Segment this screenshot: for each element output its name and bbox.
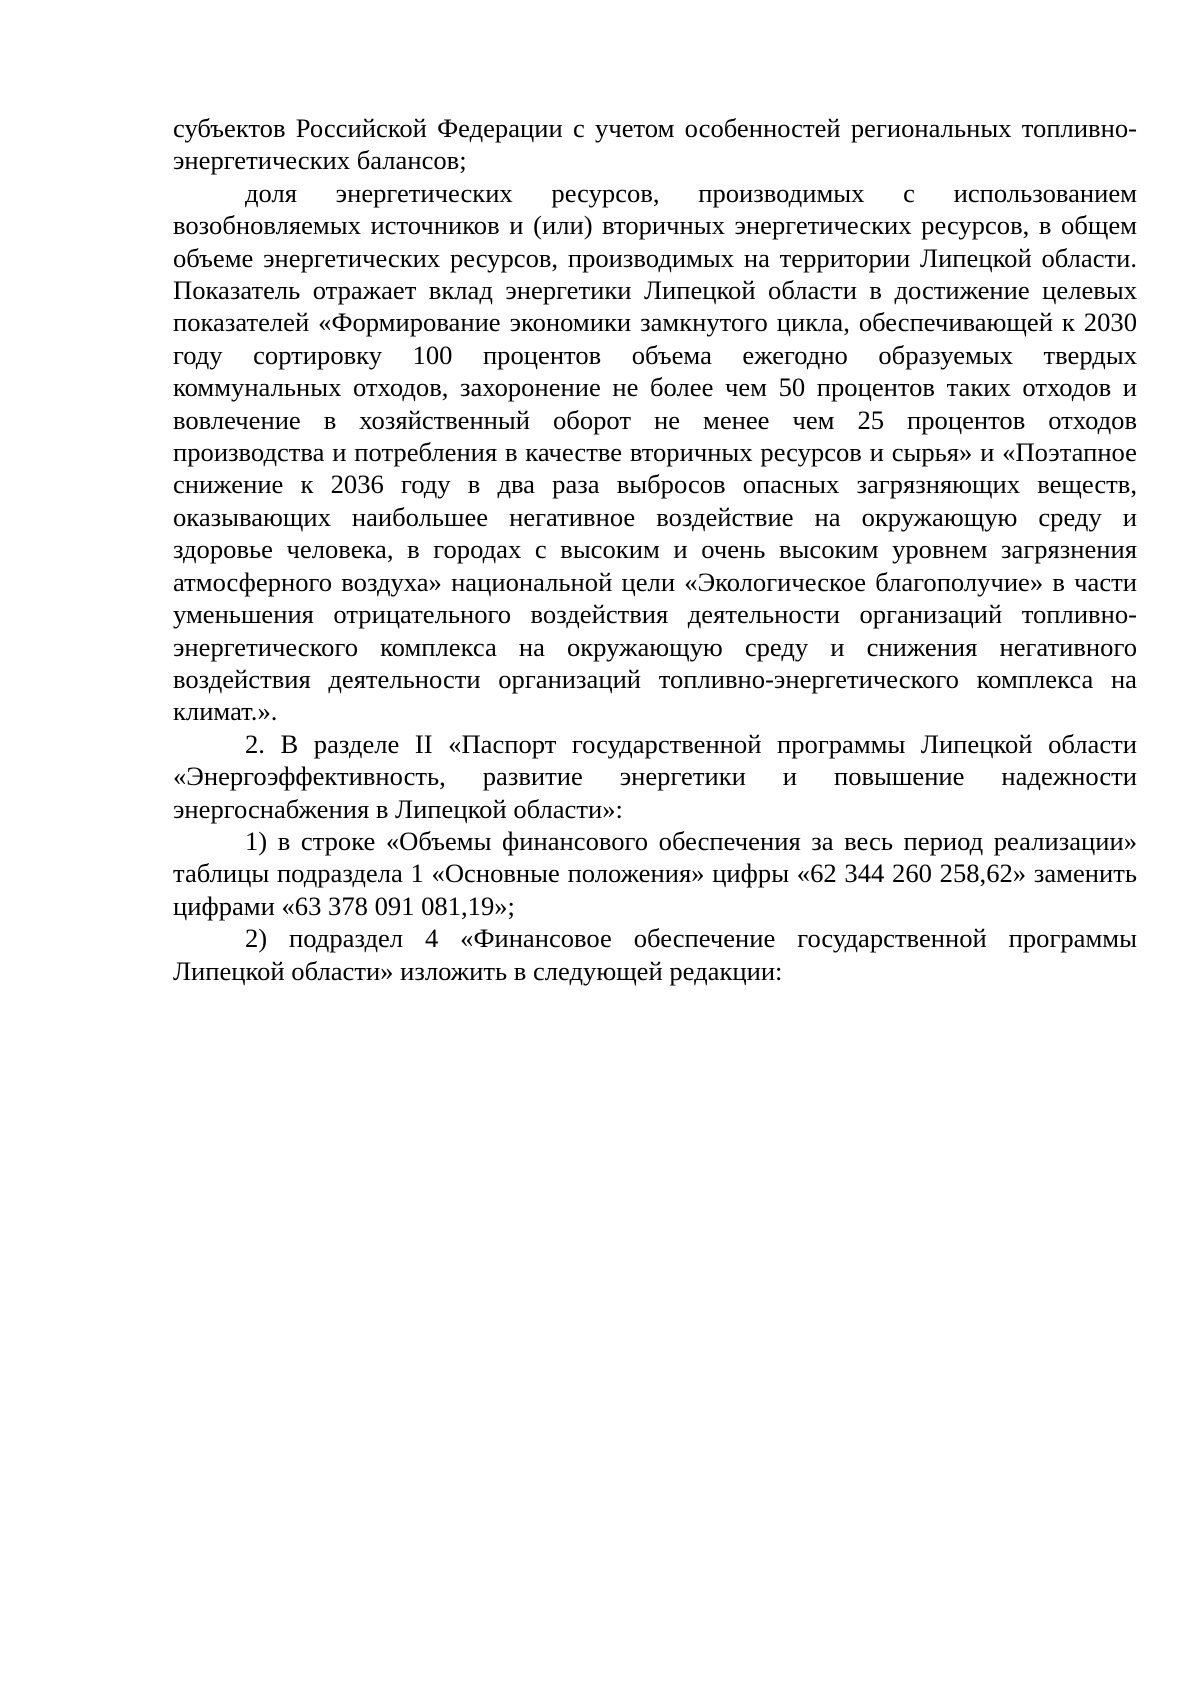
paragraph-item-2-subsection-4: 2) подраздел 4 «Финансовое обеспечение государственной программы Липецкой области» изложить в следующей редакции: xyxy=(173,923,1137,986)
paragraph-item-1-financing-figures: 1) в строке «Объемы финансового обеспечения за весь период реализации» таблицы подраздела 1 «Основные положения» цифры «62 344 260 258,62» заменить цифрами «63 378 091 081,19»; xyxy=(173,825,1137,921)
document-body xyxy=(173,112,1137,987)
paragraph-renewable-energy-share: доля энергетических ресурсов, производимых с использованием возобновляемых источников и (или) вторичных энергетических ресурсов, в общем объеме энергетических ресурсов, производимых на территории Липецкой области. Показатель отражает вклад энергетики Липецкой области в достижение целевых показателей «Формирование экономики замкнутого цикла, обеспечивающей к 2030 году сортировку 100 процентов объема ежегодно образуемых твердых коммунальных отходов, захоронение не более чем 50 процентов таких отходов и вовлечение в хозяйственный оборот не менее чем 25 процентов отходов производства и потребления в качестве вторичных ресурсов и сырья» и «Поэтапное снижение к 2036 году в два раза выбросов опасных загрязняющих веществ, оказывающих наибольшее негативное воздействие на окружающую среду и здоровье человека, в городах с высоким и очень высоким уровнем загрязнения атмосферного воздуха» национальной цели «Экологическое благополучие» в части уменьшения отрицательного воздействия деятельности организаций топливно-энергетического комплекса на окружающую среду и снижения негативного воздействия деятельности организаций топливно-энергетического комплекса на климат.». xyxy=(173,177,1137,727)
paragraph-section-2-amendment: 2. В разделе II «Паспорт государственной программы Липецкой области «Энергоэффективность, развитие энергетики и повышение надежности энергоснабжения в Липецкой области»: xyxy=(173,728,1137,824)
paragraph-continuation: субъектов Российской Федерации с учетом особенностей региональных топливно-энергетических балансов; xyxy=(173,113,1137,176)
